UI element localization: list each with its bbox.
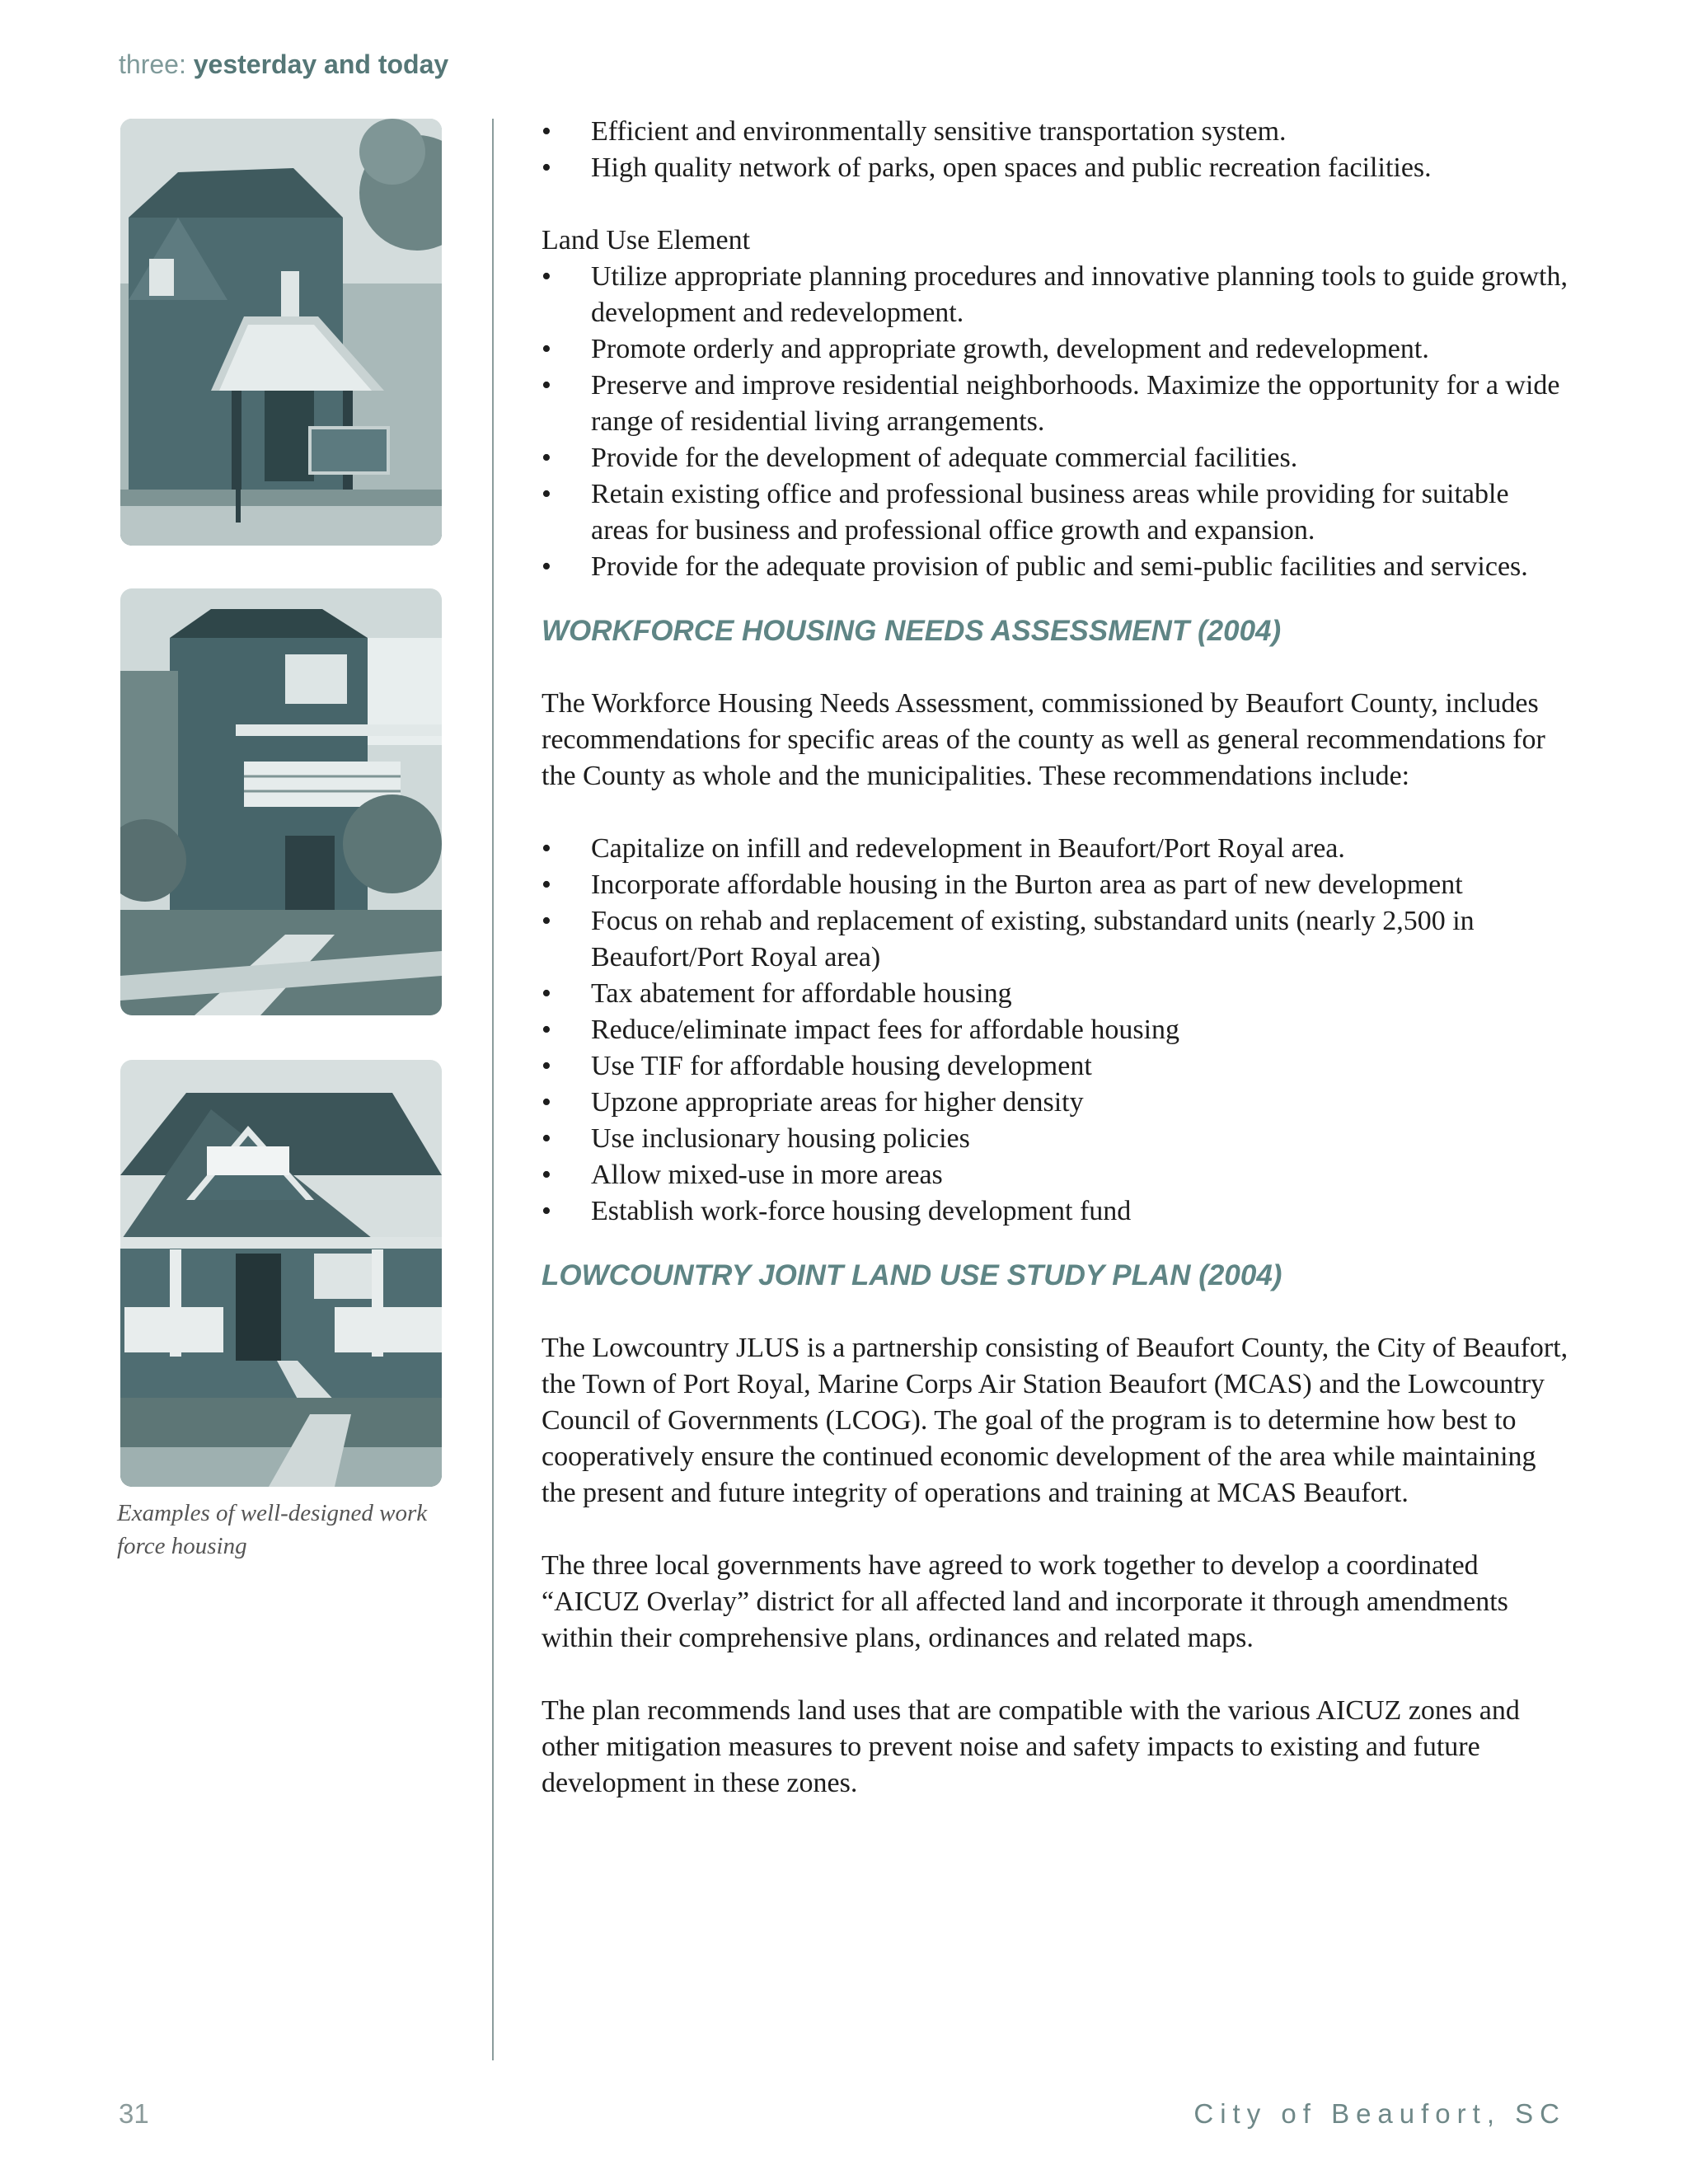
- land-use-bullet-list: [542, 259, 1572, 585]
- list-item: • Preserve and improve residential neighborhoods. Maximize the opportunity for a wide range of residential living arrangements.: [542, 368, 1572, 440]
- jlus-paragraph-3: The plan recommends land uses that are compatible with the various AICUZ zones and other mitigation measures to prevent noise and safety impacts to existing and future development in these zones.: [542, 1695, 1520, 1798]
- list-item: • Reduce/eliminate impact fees for affordable housing: [542, 1012, 1572, 1048]
- list-item: • Incorporate affordable housing in the Burton area as part of new development: [542, 867, 1572, 903]
- list-item: • Use TIF for affordable housing development: [542, 1048, 1572, 1085]
- jlus-heading: LOWCOUNTRY JOINT LAND USE STUDY PLAN (2004): [542, 1259, 1282, 1291]
- list-item: • Efficient and environmentally sensitive transportation system.: [542, 114, 1572, 150]
- list-item: • High quality network of parks, open spaces and public recreation facilities.: [542, 150, 1572, 186]
- house-photo-2: [120, 588, 442, 1015]
- list-item: • Tax abatement for affordable housing: [542, 976, 1572, 1012]
- list-item: • Use inclusionary housing policies: [542, 1121, 1572, 1157]
- list-item: • Promote orderly and appropriate growth, development and redevelopment.: [542, 331, 1572, 368]
- section-number: three:: [119, 49, 186, 79]
- main-content: [542, 114, 1572, 1802]
- page-number: 31: [119, 2098, 149, 2129]
- list-item: • Retain existing office and professional business areas while providing for suitable areas for business and professional office growth and expansion.: [542, 476, 1572, 549]
- land-use-label: Land Use Element: [542, 225, 751, 255]
- workforce-paragraph: The Workforce Housing Needs Assessment, commissioned by Beaufort County, includes recommendations for specific areas of the county as well as general recommendations for the County as whole and the municipalities. These recommendations include:: [542, 688, 1545, 791]
- section-title: yesterday and today: [193, 49, 449, 79]
- house-photo-3: [120, 1060, 442, 1487]
- house-photo-1: [120, 119, 442, 546]
- intro-bullet-list: [542, 114, 1572, 186]
- list-item: • Provide for the adequate provision of public and semi-public facilities and services.: [542, 549, 1572, 585]
- list-item: • Focus on rehab and replacement of existing, substandard units (nearly 2,500 in Beaufort/Port Royal area): [542, 903, 1572, 976]
- list-item: • Provide for the development of adequate commercial facilities.: [542, 440, 1572, 476]
- workforce-heading: WORKFORCE HOUSING NEEDS ASSESSMENT (2004): [542, 615, 1282, 647]
- section-header: [119, 49, 448, 80]
- footer-city: City of Beaufort, SC: [1193, 2098, 1566, 2129]
- workforce-bullet-list: [542, 831, 1572, 1230]
- column-divider: [492, 119, 494, 2060]
- jlus-paragraph-1: The Lowcountry JLUS is a partnership consisting of Beaufort County, the City of Beaufort, the Town of Port Royal, Marine Corps Air Station Beaufort (MCAS) and the Lowcountry Council of Governments (LCOG). The goal of the program is to determine how best to cooperatively ensure the continued economic development of the area while maintaining the present and future integrity of operations and training at MCAS Beaufort.: [542, 1333, 1568, 1508]
- list-item: • Establish work-force housing development fund: [542, 1193, 1572, 1230]
- list-item: • Allow mixed-use in more areas: [542, 1157, 1572, 1193]
- photo-caption: Examples of well-designed work force housing: [117, 1500, 428, 1559]
- list-item: • Capitalize on infill and redevelopment in Beaufort/Port Royal area.: [542, 831, 1572, 867]
- list-item: • Upzone appropriate areas for higher density: [542, 1085, 1572, 1121]
- list-item: • Utilize appropriate planning procedures and innovative planning tools to guide growth, development and redevelopment.: [542, 259, 1572, 331]
- jlus-paragraph-2: The three local governments have agreed to work together to develop a coordinated “AICUZ Overlay” district for all affected land and incorporate it through amendments within their comprehensive plans, ordinances and related maps.: [542, 1550, 1508, 1653]
